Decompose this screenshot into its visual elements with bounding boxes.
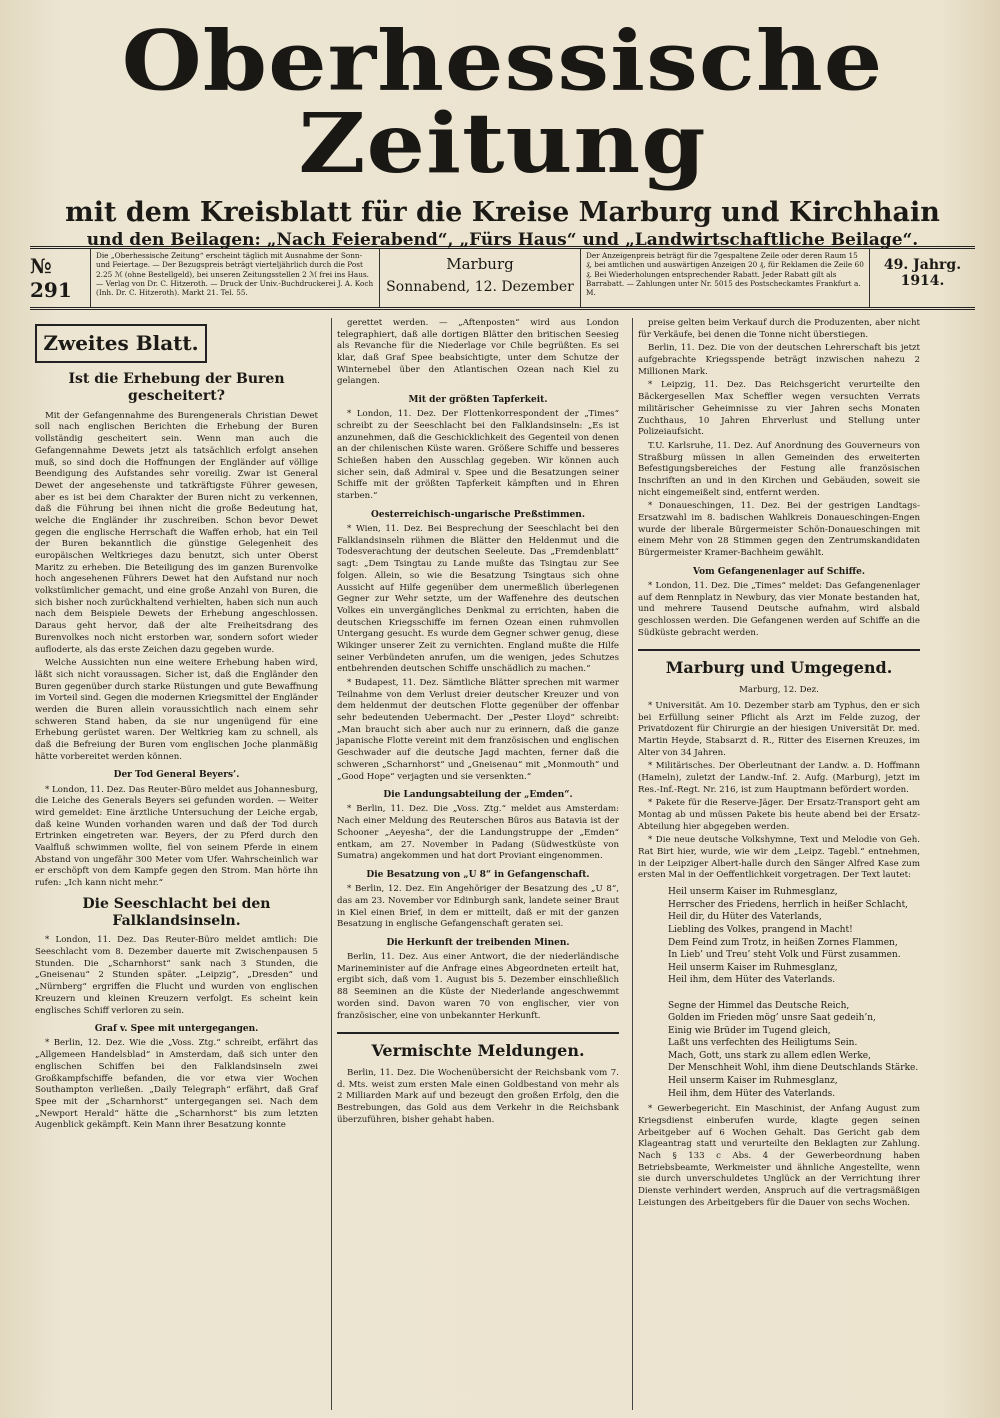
article-paragraph: * Budapest, 11. Dez. Sämtliche Blätter sprechen mit warmer Teilnahme von dem Verlust dreier deutscher Kreuzer und von dem heldenmut der deutschen Flotte gegenüber der offenbar sehr bedeutenden Uebermacht. Der „Pester Lloyd“ schreibt: „Man braucht sich aber auch nur zu erinnern, daß die ganze japanische Flotte vereint mit dem französischen und englischen Geschwader auf die deutsche Jagd machten, ferner daß die schweren „Scharnhorst“ und „Gneisenau“ mit „Monmouth“ und „Good Hope“ verjagten und sie versenkten.“	[337, 678, 619, 782]
section-marburg: Marburg und Umgegend.	[638, 649, 920, 679]
article-paragraph: * Militärisches. Der Oberleutnant der Landw. a. D. Hoffmann (Hameln), zuletzt der Landw.-Inf. 2. Aufg. (Marburg), jetzt im Res.-Inf.-Regt. Nr. 216, ist zum Hauptmann befördert worden.	[638, 761, 920, 795]
subscription-info: Die „Oberhessische Zeitung“ erscheint täglich mit Ausnahme der Sonn- und Feiertage. — Der Bezugspreis beträgt vierteljährlich durch die Post 2.25 ℳ (ohne Bestellgeld), bei unseren Zeitungsstellen 2 ℳ frei ins Haus. — Verlag von Dr. C. Hitzeroth. — Druck der Univ.-Buchdruckerei J. A. Koch (Inh. Dr. C. Hitzeroth). Markt 21. Tel. 55.	[90, 249, 380, 307]
poem-line: Liebling des Volkes, prangend in Macht!	[668, 924, 853, 935]
article-paragraph: Berlin, 11. Dez. Aus einer Antwort, die der niederländische Marineminister auf die Anfrage eines Abgeordneten erteilt hat, ergibt sich, daß vom 1. August bis 5. Dezember einschließlich 88 Seeminen an die Küste der Niederlande angeschwemmt worden sind. Davon waren 70 von englischer, vier von französischer, eine von unbekannter Herkunft.	[337, 952, 619, 1021]
volume-year: 1914.	[900, 273, 945, 289]
poem-line: In Lieb’ und Treu’ steht Volk und Fürst zusammen.	[668, 950, 901, 961]
poem-line: Heil ihm, dem Hüter des Vaterlands.	[668, 1088, 836, 1099]
article-paragraph: * London, 11. Dez. Der Flottenkorrespondent der „Times“ schreibt zu der Seeschlacht bei den Falklandsinseln: „Es ist anzunehmen, daß die Geschicklichkeit des Gegenteil von denen an der chilenischen Küste waren. Größere Schiffe und besseres Schießen haben den Ausschlag gegeben. Wir können auch sicher sein, daß Admiral v. Spee und die Besatzungen seiner Schiffe mit der größten Tapferkeit kämpften und in Ehren starben.“	[337, 409, 619, 502]
issue-info-bar	[30, 246, 975, 310]
poem-line: Herrscher des Friedens, herrlich in heißer Schlacht,	[668, 899, 909, 910]
poem-line: Heil ihm, dem Hüter des Vaterlands.	[668, 975, 836, 986]
article-paragraph: * Donaueschingen, 11. Dez. Bei der gestrigen Landtags-Ersatzwahl im 8. badischen Wahlkreis Donaueschingen-Engen wurde der liberale Bürgermeister Schön-Donaueschingen mit einem Mehr von 28 Stimmen gegen den Zentrumskandidaten Bürgermeister Kramer-Bachheim gewählt.	[638, 501, 920, 559]
article-paragraph: gerettet werden. — „Aftenposten“ wird aus London telegraphiert, daß alle dortigen Blätter den britischen Seesieg als Revanche für die Niederlage vor Chile begrüßten. Es sei klar, daß Graf Spee beabsichtigte, unter dem Schutze der Winternebel über den Atlantischen Ozean nach Kiel zu gelangen.	[337, 318, 619, 387]
poem-line: Der Menschheit Wohl, ihm diene Deutschlands Stärke.	[668, 1063, 919, 1074]
article-paragraph: * Berlin, 12. Dez. Ein Angehöriger der Besatzung des „U 8“, das am 23. November vor Edinburgh sank, landete seiner Braut in Kiel einen Brief, in dem er mitteilt, daß er mit der ganzen Besatzung in englische Gefangenschaft geraten sei.	[337, 884, 619, 930]
subheadline-beyers: Der Tod General Beyers’.	[113, 770, 240, 781]
poem-line: Heil unserm Kaiser im Ruhmesglanz,	[668, 887, 838, 898]
article-paragraph: * Wien, 11. Dez. Bei Besprechung der Seeschlacht bei den Falklandsinseln rühmen die Blätter den Heldenmut und die Todesverachtung der deutschen Seeleute. Das „Fremdenblatt“ sagt: „Dem Tsingtau zu Lande mußte das Tsingtau zur See folgen. Allein, so wie die Besatzung Tsingtaus sich ohne Aussicht auf Hilfe gegenüber dem unermeßlich überlegenen Gegner zur Wehr setzte, um der Waffenehre des deutschen Volkes ein unvergängliches Denkmal zu errichten, haben die deutschen Kriegsschiffe im fernen Ozean einen ruhmvollen Untergang gesucht. Es wurde dem Gegner schwer genug, diese Wikinger unserer Zeit zu vernichten. England mußte die Hilfe seiner Verbündeten anrufen, um die wenigen, jedes Schutzes entbehrenden deutschen Schiffe unschädlich zu machen.“	[337, 524, 619, 675]
headline-buren: Ist die Erhebung der Buren gescheitert?	[68, 371, 285, 404]
article-paragraph: * London, 11. Dez. Das Reuter-Büro meldet aus Johannesburg, die Leiche des Generals Beyers sei gefunden worden. — Weiter wird gemeldet: Eine ärztliche Untersuchung der Leiche ergab, daß keine Wunden vorhanden waren und daß der Tod durch Ertrinken eingetreten war. Beyers, der zu Pferd durch den Vaalfluß schwimmen wollte, fiel von seinem Pferde in einem Abstand von ungefähr 300 Meter vom Ufer. Wahrscheinlich war er erschöpft von dem Kampfe gegen den Strom. Man hörte ihn rufen: „Ich kann nicht mehr.“	[35, 784, 318, 889]
article-paragraph: * Berlin, 12. Dez. Wie die „Voss. Ztg.“ schreibt, erfährt das „Allgemeen Handelsblad“ in Amsterdam, daß sich unter den englischen Schiffen bei den Falklandsinseln zwei Großkampfschiffe befanden, die vor etwa vier Wochen Southampton verließen. „Daily Telegraph“ erfährt, daß Graf Spee mit der „Scharnhorst“ untergegangen sei. Nach dem „Newport Herald“ hätte die „Scharnhorst“ bis zum letzten Augenblick gekämpft. Kein Mann ihrer Besatzung konnte	[35, 1038, 318, 1131]
article-paragraph: * Gewerbegericht. Ein Maschinist, der Anfang August zum Kriegsdienst einberufen wurde, klagte gegen seinen Arbeitgeber auf 6 Wochen Gehalt. Das Gericht gab dem Klageantrag statt und verurteilte den Beklagten zur Zahlung. Nach § 133 c Abs. 4 der Gewerbeordnung haben Betriebsbeamte, Werkmeister und ähnliche Angestellte, wenn sie durch unverschuldetes Unglück an der Verrichtung ihrer Dienste verhindert werden, Anspruch auf die vertragsmäßigen Leistungen des Arbeitgebers für die Dauer von sechs Wochen.	[638, 1104, 920, 1208]
poem-line: Heil unserm Kaiser im Ruhmesglanz,	[668, 962, 838, 973]
issue-date: Sonnabend, 12. Dezember	[386, 279, 574, 295]
dateline: Marburg, 12. Dez.	[739, 685, 819, 696]
subheadline-emden: Die Landungsabteilung der „Emden“.	[383, 790, 573, 801]
article-paragraph: Berlin, 11. Dez. Die von der deutschen Lehrerschaft bis jetzt aufgebrachte Kriegsspende beträgt inzwischen nahezu 2 Millionen Mark.	[638, 343, 920, 377]
poem-line: Dem Feind zum Trotz, in heißen Zornes Flammen,	[668, 937, 898, 948]
subheadline-spee: Graf v. Spee mit untergegangen.	[94, 1024, 259, 1035]
poem-line: Laßt uns verfechten des Heiligtums Sein.	[668, 1038, 858, 1049]
article-paragraph: * London, 11. Dez. Die „Times“ meldet: Das Gefangenenlager auf dem Rennplatz in Newbury, das vier Monate bestanden hat, und mehrere Tausend Deutsche aufnahm, wird alsbald geschlossen werden. Die Gefangenen werden auf Schiffe an die Südküste gebracht werden.	[638, 580, 920, 638]
column-2	[331, 318, 624, 1410]
masthead	[30, 10, 975, 250]
article-paragraph: * Pakete für die Reserve-Jäger. Der Ersatz-Transport geht am Montag ab und müssen Pakete bis heute abend bei der Ersatz-Abteilung hier abgegeben werden.	[638, 798, 920, 832]
article-paragraph: Welche Aussichten nun eine weitere Erhebung haben wird, läßt sich nicht voraussagen. Sicher ist, daß die Engländer den Buren gegenüber durch starke Rüstungen und gute Bewaffnung im Vorteil sind. Gegen die modernen Kriegsmittel der Engländer werden die Buren allein voraussichtlich nach einem sehr schweren Stand haben, da sie nur ungenügend für eine Erhebung gerüstet waren. Der Weltkrieg kam zu schnell, als daß die Befreiung der Buren vom englischen Joche planmäßig hätte vorbereitet werden können.	[35, 658, 318, 762]
column-1	[30, 318, 323, 1410]
supplements-line: und den Beilagen: „Nach Feierabend“, „Fürs Haus“ und „Landwirtschaftliche Beilage“.	[86, 229, 919, 250]
poem-line: Segne der Himmel das Deutsche Reich,	[668, 1000, 850, 1011]
subheadline-u8: Die Besatzung von „U 8“ in Gefangenschaft.	[366, 869, 590, 880]
article-paragraph: Berlin, 11. Dez. Die Wochenübersicht der Reichsbank vom 7. d. Mts. weist zum ersten Male einen Goldbestand von mehr als 2 Milliarden Mark auf und bezeugt den großen Erfolg, den die Bestrebungen, das Gold aus dem Verkehr in die Reichsbank überzuführen, bisher gehabt haben.	[337, 1067, 619, 1125]
article-paragraph: T.U. Karlsruhe, 11. Dez. Auf Anordnung des Gouverneurs von Straßburg müssen in allen Gemeinden des erweiterten Befestigungsbereiches der Festung alle französischen Inschriften an und in den Kirchen und Gebäuden, soweit sie nicht eingemeißelt sind, entfernt werden.	[638, 440, 920, 498]
article-paragraph: * London, 11. Dez. Das Reuter-Büro meldet amtlich: Die Seeschlacht vom 8. Dezember dauerte mit Zwischenpausen 5 Stunden. Die „Scharnhorst“ sank nach 3 Stunden, die „Gneisenau“ 2 Stunden später. „Leipzig“, „Dresden“ und „Nürnberg“ ergriffen die Flucht und wurden von englischen Kreuzern und kleinen Kreuzern verfolgt. Es scheint kein englisches Schiff verloren zu sein.	[35, 935, 318, 1016]
poem-line: Heil unserm Kaiser im Ruhmesglanz,	[668, 1076, 838, 1087]
article-paragraph: preise gelten beim Verkauf durch die Produzenten, aber nicht für Verkäufe, bei denen die Tonne nicht überstiegen.	[638, 318, 920, 340]
second-sheet-banner: Zweites Blatt.	[35, 324, 207, 363]
article-paragraph: * Berlin, 11. Dez. Die „Voss. Ztg.“ meldet aus Amsterdam: Nach einer Meldung des Reuterschen Büros aus Batavia ist der Schooner „Aeyesha“, der die Landungstruppe der „Emden“ entkam, am 27. November in Padang (Südwestküste von Sumatra) angekommen und hat dort Proviant eingenommen.	[337, 804, 619, 862]
issue-city: Marburg	[446, 255, 514, 273]
article-paragraph: Mit der Gefangennahme des Burengenerals Christian Dewet soll nach englischen Berichten die Erhebung der Buren vollständig gescheitert sein. Wenn man auch die Gefangennahme Dewets jetzt als tatsächlich erfolgt ansehen muß, so sind doch die Hoffnungen der Engländer auf völlige Beendigung des Aufstandes sehr voreilig. Zwar ist General Dewet der angesehenste und tatkräftigste Führer gewesen, aber es ist bei dem Charakter der Buren nicht zu verkennen, daß die Führung bei ihnen nicht die große Bedeutung hat, welche die Engländer ihr zuschreiben. Schon bevor Dewet gegen die englische Herrschaft die Waffen erhob, hat ein Teil der Buren bekanntlich die günstige Gelegenheit des europäischen Weltkrieges dazu benutzt, sich unter Oberst Maritz zu erheben. Die Beteiligung des im ganzen Burenvolke hoch angesehenen Führers Dewet hat den Aufstand nur noch volkstümlicher gemacht, und eine große Anzahl von Buren, die sich bisher noch zurückhaltend verhielten, haben sich nun auch nach dem Beispiele Dewets der Erhebung angeschlossen. Daraus geht hervor, daß der alte Freiheitsdrang des Burenvolkes noch nicht erstorben war, sondern sofort wieder aufloderte, als das erste Zeichen dazu gegeben wurde.	[35, 410, 318, 655]
article-paragraph: * Universität. Am 10. Dezember starb am Typhus, den er sich bei Erfüllung seiner Pflicht als Arzt im Felde zuzog, der Privatdozent für Chirurgie an der hiesigen Universität Dr. med. Martin Heyde, Stabsarzt d. R., Ritter des Eisernen Kreuzes, im Alter von 34 Jahren.	[638, 700, 920, 758]
issue-place-date	[380, 249, 580, 307]
subheadline-press: Oesterreichisch-ungarische Preßstimmen.	[371, 509, 585, 520]
volume-number: 49. Jahrg.	[883, 257, 962, 273]
article-paragraph: * Leipzig, 11. Dez. Das Reichsgericht verurteilte den Bäckergesellen Max Scheffler wegen versuchten Verrats militärischer Geheimnisse zu vier Jahren sechs Monaten Zuchthaus, 10 Jahren Ehrverlust und Stellung unter Polizeiaufsicht.	[638, 380, 920, 438]
section-vermischte: Vermischte Meldungen.	[337, 1032, 619, 1062]
newspaper-subtitle: mit dem Kreisblatt für die Kreise Marburg und Kirchhain	[65, 197, 940, 228]
poem-line: Heil dir, du Hüter des Vaterlands,	[668, 912, 822, 923]
poem-line	[668, 987, 920, 1000]
subheadline-tapferkeit: Mit der größten Tapferkeit.	[408, 395, 548, 406]
article-columns	[30, 318, 975, 1410]
column-3	[632, 318, 925, 1410]
volume-info	[870, 249, 975, 307]
article-paragraph: * Die neue deutsche Volkshymne, Text und Melodie von Geh. Rat Birt hier, wurde, wie wir dem „Leipz. Tagebl.“ entnehmen, in der Leipziger Albert-halle durch den Sänger Alfred Kase zum ersten Mal in der Oeffentlichkeit vorgetragen. Der Text lautet:	[638, 835, 920, 881]
headline-falkland: Die Seeschlacht bei den Falklandsinseln.	[82, 895, 271, 929]
poem-line: Einig wie Brüder im Tugend gleich,	[668, 1025, 831, 1036]
subheadline-minen: Die Herkunft der treibenden Minen.	[386, 937, 570, 948]
anthem-poem	[668, 886, 920, 1100]
poem-line: Golden im Frieden mög’ unsre Saat gedeih’n,	[668, 1013, 876, 1024]
advertising-info: Der Anzeigenpreis beträgt für die 7gespaltene Zeile oder deren Raum 15 ₰, bei amtlichen und auswärtigen Anzeigen 20 ₰, für Reklamen die Zeile 60 ₰. Bei Wiederholungen entsprechender Rabatt. Jeder Rabatt gilt als Barrabatt. — Zahlungen unter Nr. 5015 des Postscheckamtes Frankfurt a. M.	[580, 249, 870, 307]
newspaper-title: Oberhessische Zeitung	[121, 12, 884, 192]
subheadline-gefangene: Vom Gefangenenlager auf Schiffe.	[692, 566, 866, 577]
issue-number: № 291	[30, 254, 72, 302]
poem-line: Mach, Gott, uns stark zu allem edlen Werke,	[668, 1050, 871, 1061]
